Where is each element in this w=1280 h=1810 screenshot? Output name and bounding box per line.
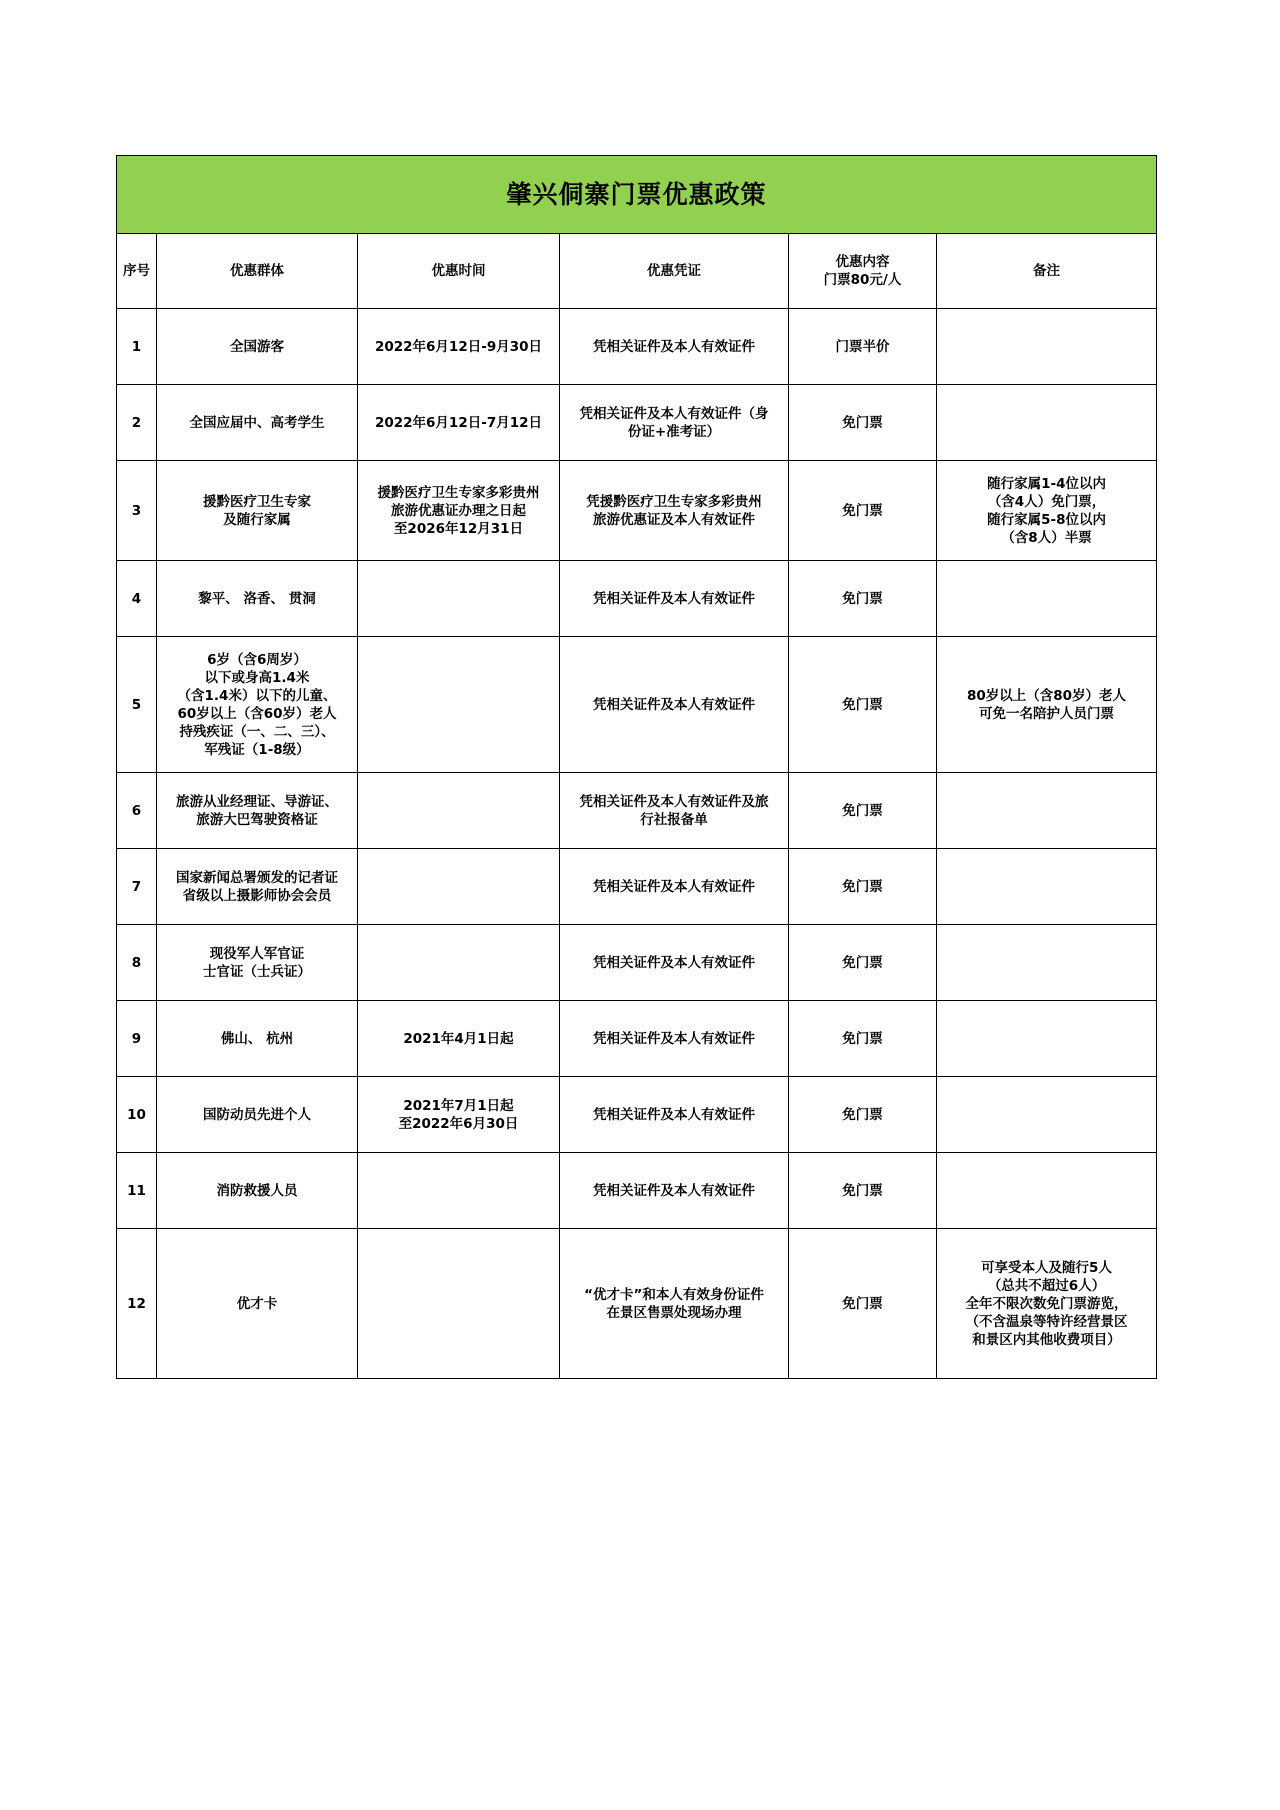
- cell-group: 消防救援人员: [157, 1153, 358, 1229]
- cell-group: 佛山、 杭州: [157, 1001, 358, 1077]
- cell-no: 2: [117, 385, 157, 461]
- cell-proof: 凭相关证件及本人有效证件: [560, 561, 789, 637]
- header-row: [117, 234, 1157, 309]
- cell-time: 2022年6月12日-7月12日: [358, 385, 560, 461]
- cell-time: [358, 925, 560, 1001]
- table-row: [117, 1229, 1157, 1379]
- cell-time: [358, 849, 560, 925]
- cell-remark: 80岁以上（含80岁）老人 可免一名陪护人员门票: [937, 637, 1157, 773]
- cell-group: 黎平、 洛香、 贯洞: [157, 561, 358, 637]
- cell-content: 免门票: [789, 1077, 937, 1153]
- cell-no: 7: [117, 849, 157, 925]
- cell-group: 国防动员先进个人: [157, 1077, 358, 1153]
- table-row: [117, 925, 1157, 1001]
- cell-group: 全国应届中、高考学生: [157, 385, 358, 461]
- cell-proof: 凭相关证件及本人有效证件: [560, 849, 789, 925]
- cell-proof: 凭相关证件及本人有效证件: [560, 1153, 789, 1229]
- cell-proof: 凭相关证件及本人有效证件（身 份证+准考证）: [560, 385, 789, 461]
- cell-time: [358, 1229, 560, 1379]
- header-content: 优惠内容 门票80元/人: [789, 234, 937, 309]
- cell-no: 4: [117, 561, 157, 637]
- cell-content: 免门票: [789, 1153, 937, 1229]
- cell-no: 3: [117, 461, 157, 561]
- cell-no: 6: [117, 773, 157, 849]
- cell-no: 8: [117, 925, 157, 1001]
- cell-group: 全国游客: [157, 309, 358, 385]
- cell-content: 免门票: [789, 461, 937, 561]
- header-time: 优惠时间: [358, 234, 560, 309]
- cell-no: 9: [117, 1001, 157, 1077]
- table-row: [117, 773, 1157, 849]
- table-row: [117, 1001, 1157, 1077]
- cell-proof: “优才卡”和本人有效身份证件 在景区售票处现场办理: [560, 1229, 789, 1379]
- table-row: [117, 1077, 1157, 1153]
- cell-group: 援黔医疗卫生专家 及随行家属: [157, 461, 358, 561]
- cell-proof: 凭相关证件及本人有效证件及旅 行社报备单: [560, 773, 789, 849]
- cell-time: 2021年4月1日起: [358, 1001, 560, 1077]
- cell-content: 免门票: [789, 385, 937, 461]
- cell-content: 免门票: [789, 849, 937, 925]
- table-row: [117, 461, 1157, 561]
- cell-group: 国家新闻总署颁发的记者证 省级以上摄影师协会会员: [157, 849, 358, 925]
- header-group: 优惠群体: [157, 234, 358, 309]
- cell-time: 2022年6月12日-9月30日: [358, 309, 560, 385]
- cell-content: 门票半价: [789, 309, 937, 385]
- cell-remark: [937, 385, 1157, 461]
- cell-content: 免门票: [789, 637, 937, 773]
- cell-time: [358, 1153, 560, 1229]
- cell-no: 5: [117, 637, 157, 773]
- table-row: [117, 1153, 1157, 1229]
- header-no: 序号: [117, 234, 157, 309]
- cell-remark: [937, 925, 1157, 1001]
- table-title: 肇兴侗寨门票优惠政策: [117, 156, 1157, 234]
- cell-group: 旅游从业经理证、导游证、 旅游大巴驾驶资格证: [157, 773, 358, 849]
- table-row: [117, 561, 1157, 637]
- cell-remark: 随行家属1-4位以内 （含4人）免门票， 随行家属5-8位以内 （含8人）半票: [937, 461, 1157, 561]
- cell-content: 免门票: [789, 561, 937, 637]
- cell-no: 11: [117, 1153, 157, 1229]
- table-row: [117, 637, 1157, 773]
- cell-proof: 凭相关证件及本人有效证件: [560, 1001, 789, 1077]
- cell-proof: 凭相关证件及本人有效证件: [560, 637, 789, 773]
- table-row: [117, 309, 1157, 385]
- cell-no: 12: [117, 1229, 157, 1379]
- cell-proof: 凭相关证件及本人有效证件: [560, 1077, 789, 1153]
- cell-remark: [937, 849, 1157, 925]
- cell-remark: 可享受本人及随行5人 （总共不超过6人） 全年不限次数免门票游览， （不含温泉等特许经营景区 和景区内其他收费项目）: [937, 1229, 1157, 1379]
- table-row: [117, 849, 1157, 925]
- cell-content: 免门票: [789, 1001, 937, 1077]
- cell-remark: [937, 309, 1157, 385]
- table-row: [117, 385, 1157, 461]
- cell-group: 优才卡: [157, 1229, 358, 1379]
- cell-content: 免门票: [789, 1229, 937, 1379]
- cell-remark: [937, 1153, 1157, 1229]
- cell-proof: 凭相关证件及本人有效证件: [560, 925, 789, 1001]
- cell-time: [358, 637, 560, 773]
- cell-remark: [937, 1001, 1157, 1077]
- cell-time: 援黔医疗卫生专家多彩贵州 旅游优惠证办理之日起 至2026年12月31日: [358, 461, 560, 561]
- cell-remark: [937, 561, 1157, 637]
- cell-remark: [937, 773, 1157, 849]
- cell-time: 2021年7月1日起 至2022年6月30日: [358, 1077, 560, 1153]
- cell-remark: [937, 1077, 1157, 1153]
- header-remark: 备注: [937, 234, 1157, 309]
- cell-proof: 凭援黔医疗卫生专家多彩贵州 旅游优惠证及本人有效证件: [560, 461, 789, 561]
- cell-proof: 凭相关证件及本人有效证件: [560, 309, 789, 385]
- cell-no: 10: [117, 1077, 157, 1153]
- header-proof: 优惠凭证: [560, 234, 789, 309]
- cell-time: [358, 561, 560, 637]
- cell-group: 6岁（含6周岁） 以下或身高1.4米 （含1.4米）以下的儿童、 60岁以上（含60岁）老人 持残疾证（一、二、三）、 军残证（1-8级）: [157, 637, 358, 773]
- cell-content: 免门票: [789, 773, 937, 849]
- cell-time: [358, 773, 560, 849]
- cell-group: 现役军人军官证 士官证（士兵证）: [157, 925, 358, 1001]
- cell-content: 免门票: [789, 925, 937, 1001]
- policy-table: [116, 155, 1157, 1379]
- cell-no: 1: [117, 309, 157, 385]
